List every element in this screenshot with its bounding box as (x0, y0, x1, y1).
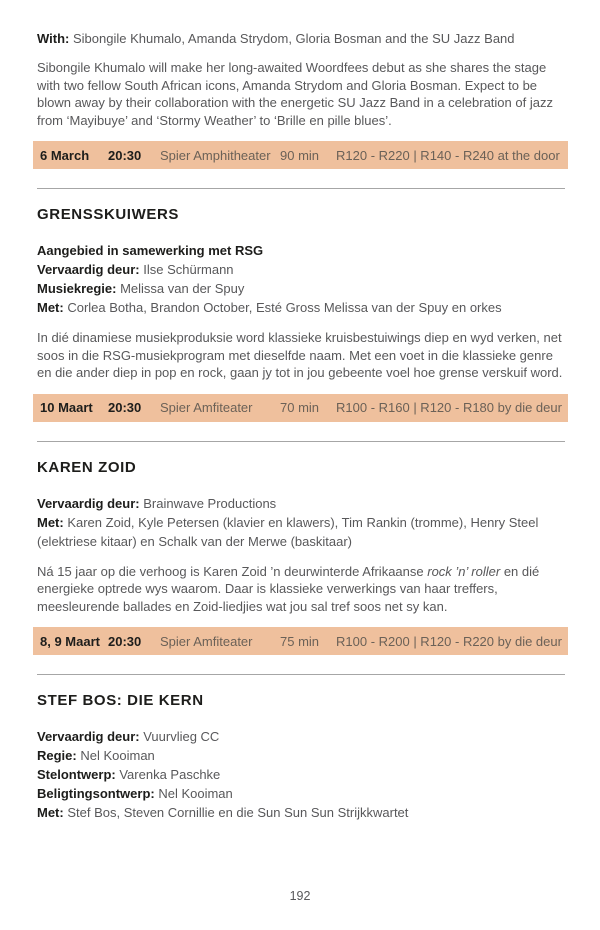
credit-label: Met: (37, 300, 64, 315)
credits-block (37, 494, 565, 551)
section-divider (37, 441, 565, 442)
credit-label: Stelontwerp: (37, 767, 116, 782)
section-title-karen-zoid: KAREN ZOID (37, 458, 137, 476)
intro-with-line (37, 30, 565, 47)
credit-value: Melissa van der Spuy (116, 281, 245, 296)
credit-line (37, 260, 565, 279)
section-divider (37, 674, 565, 675)
credit-value: Varenka Paschke (115, 767, 221, 782)
credit-label: Regie: (37, 748, 77, 763)
event-duration: 75 min (280, 633, 320, 649)
credit-line (37, 803, 565, 822)
credit-label: Aangebied in samewerking met RSG (37, 243, 264, 258)
credit-value: Nel Kooiman (76, 748, 155, 763)
event-price: R120 - R220 | R140 - R240 at the door (336, 147, 560, 163)
event-price: R100 - R160 | R120 - R180 by die deur (336, 400, 562, 415)
credit-label: With: (37, 31, 70, 46)
event-time: 20:30 (108, 147, 142, 163)
description-italic-text: rock ’n’ roller (427, 563, 501, 579)
credit-line (37, 746, 565, 765)
credit-value: Nel Kooiman (154, 786, 233, 801)
section-description: In dié dinamiese musiekproduksie word klassieke kruisbestuiwings diep en wyd verken, net soos in die RSG-musiekprogram met dieselfde naam. Met een voet in die klassieke genre en die ander diep in pop en rock, gaan jy tot in jou gebeente voel hoe grense verskuif word. (37, 330, 563, 380)
credit-line (37, 727, 565, 746)
event-date: 8, 9 Maart (40, 633, 100, 649)
description-text: Ná 15 jaar op die verhoog is Karen Zoid ’n deurwinterde Afrikaanse (37, 563, 428, 579)
credit-label: Met: (37, 514, 64, 530)
event-time: 20:30 (108, 400, 142, 415)
event-duration: 90 min (280, 147, 320, 163)
event-venue: Spier Amfiteater (160, 633, 253, 649)
credit-value: Brainwave Productions (139, 495, 277, 511)
event-date: 10 Maart (40, 400, 93, 415)
section-title-stef-bos: STEF BOS: DIE KERN (37, 692, 204, 709)
credits-block (37, 727, 565, 822)
event-venue: Spier Amfiteater (160, 400, 253, 415)
description-text: en dié energieke optrede wys waarom. Daar is klassieke verwerkings van haar treffers, meesleurende ballades en Zoid-liedjies wat jou sal tref soos net sy kan. (37, 563, 540, 614)
credit-value: Stef Bos, Steven Cornillie en die Sun Sun Sun Strijkkwartet (63, 805, 409, 820)
section-description (37, 563, 565, 616)
credit-label: Vervaardig deur: (37, 262, 140, 277)
event-venue: Spier Amphitheater (160, 147, 271, 163)
credit-value: Vuurvlieg CC (139, 729, 220, 744)
credit-label: Musiekregie: (37, 281, 117, 296)
credit-line (37, 494, 565, 513)
page-number: 192 (289, 889, 311, 903)
event-time: 20:30 (108, 633, 142, 649)
credit-value: Corlea Botha, Brandon October, Esté Gross Melissa van der Spuy en orkes (63, 300, 502, 315)
credit-line (37, 513, 565, 551)
credit-label: Vervaardig deur: (37, 729, 140, 744)
credit-line (37, 241, 565, 260)
event-date: 6 March (40, 147, 90, 163)
intro-description: Sibongile Khumalo will make her long-awaited Woordfees debut as she shares the stage with two fellow South African icons, Amanda Strydom and Gloria Bosman. Expect to be blown away by their collaboration with the energetic SU Jazz Band in a celebration of jazz from ‘Mayibuye’ and ‘Stormy Weather’ to ‘Brille en pille blues’. (37, 60, 553, 128)
credit-label: Vervaardig deur: (37, 495, 140, 511)
event-info-bar (33, 627, 568, 655)
credit-label: Met: (37, 805, 64, 820)
event-duration: 70 min (280, 400, 320, 415)
credit-line (37, 784, 565, 803)
section-divider (37, 188, 565, 189)
credit-line (37, 765, 565, 784)
credit-label: Beligtingsontwerp: (37, 786, 155, 801)
section-title-grensskuiwers: GRENSSKUIWERS (37, 206, 179, 223)
event-info-bar (33, 141, 568, 169)
event-info-bar (33, 394, 568, 422)
credit-line (37, 298, 565, 317)
credit-value: Sibongile Khumalo, Amanda Strydom, Gloria Bosman and the SU Jazz Band (69, 31, 515, 46)
credit-value: Ilse Schürmann (139, 262, 234, 277)
credit-line (37, 279, 565, 298)
credit-value: Karen Zoid, Kyle Petersen (klavier en klawers), Tim Rankin (tromme), Henry Steel (elektriese kitaar) en Schalk van der Merwe (baskitaar) (37, 514, 539, 549)
credits-block (37, 241, 565, 317)
event-price: R100 - R200 | R120 - R220 by die deur (336, 633, 562, 649)
